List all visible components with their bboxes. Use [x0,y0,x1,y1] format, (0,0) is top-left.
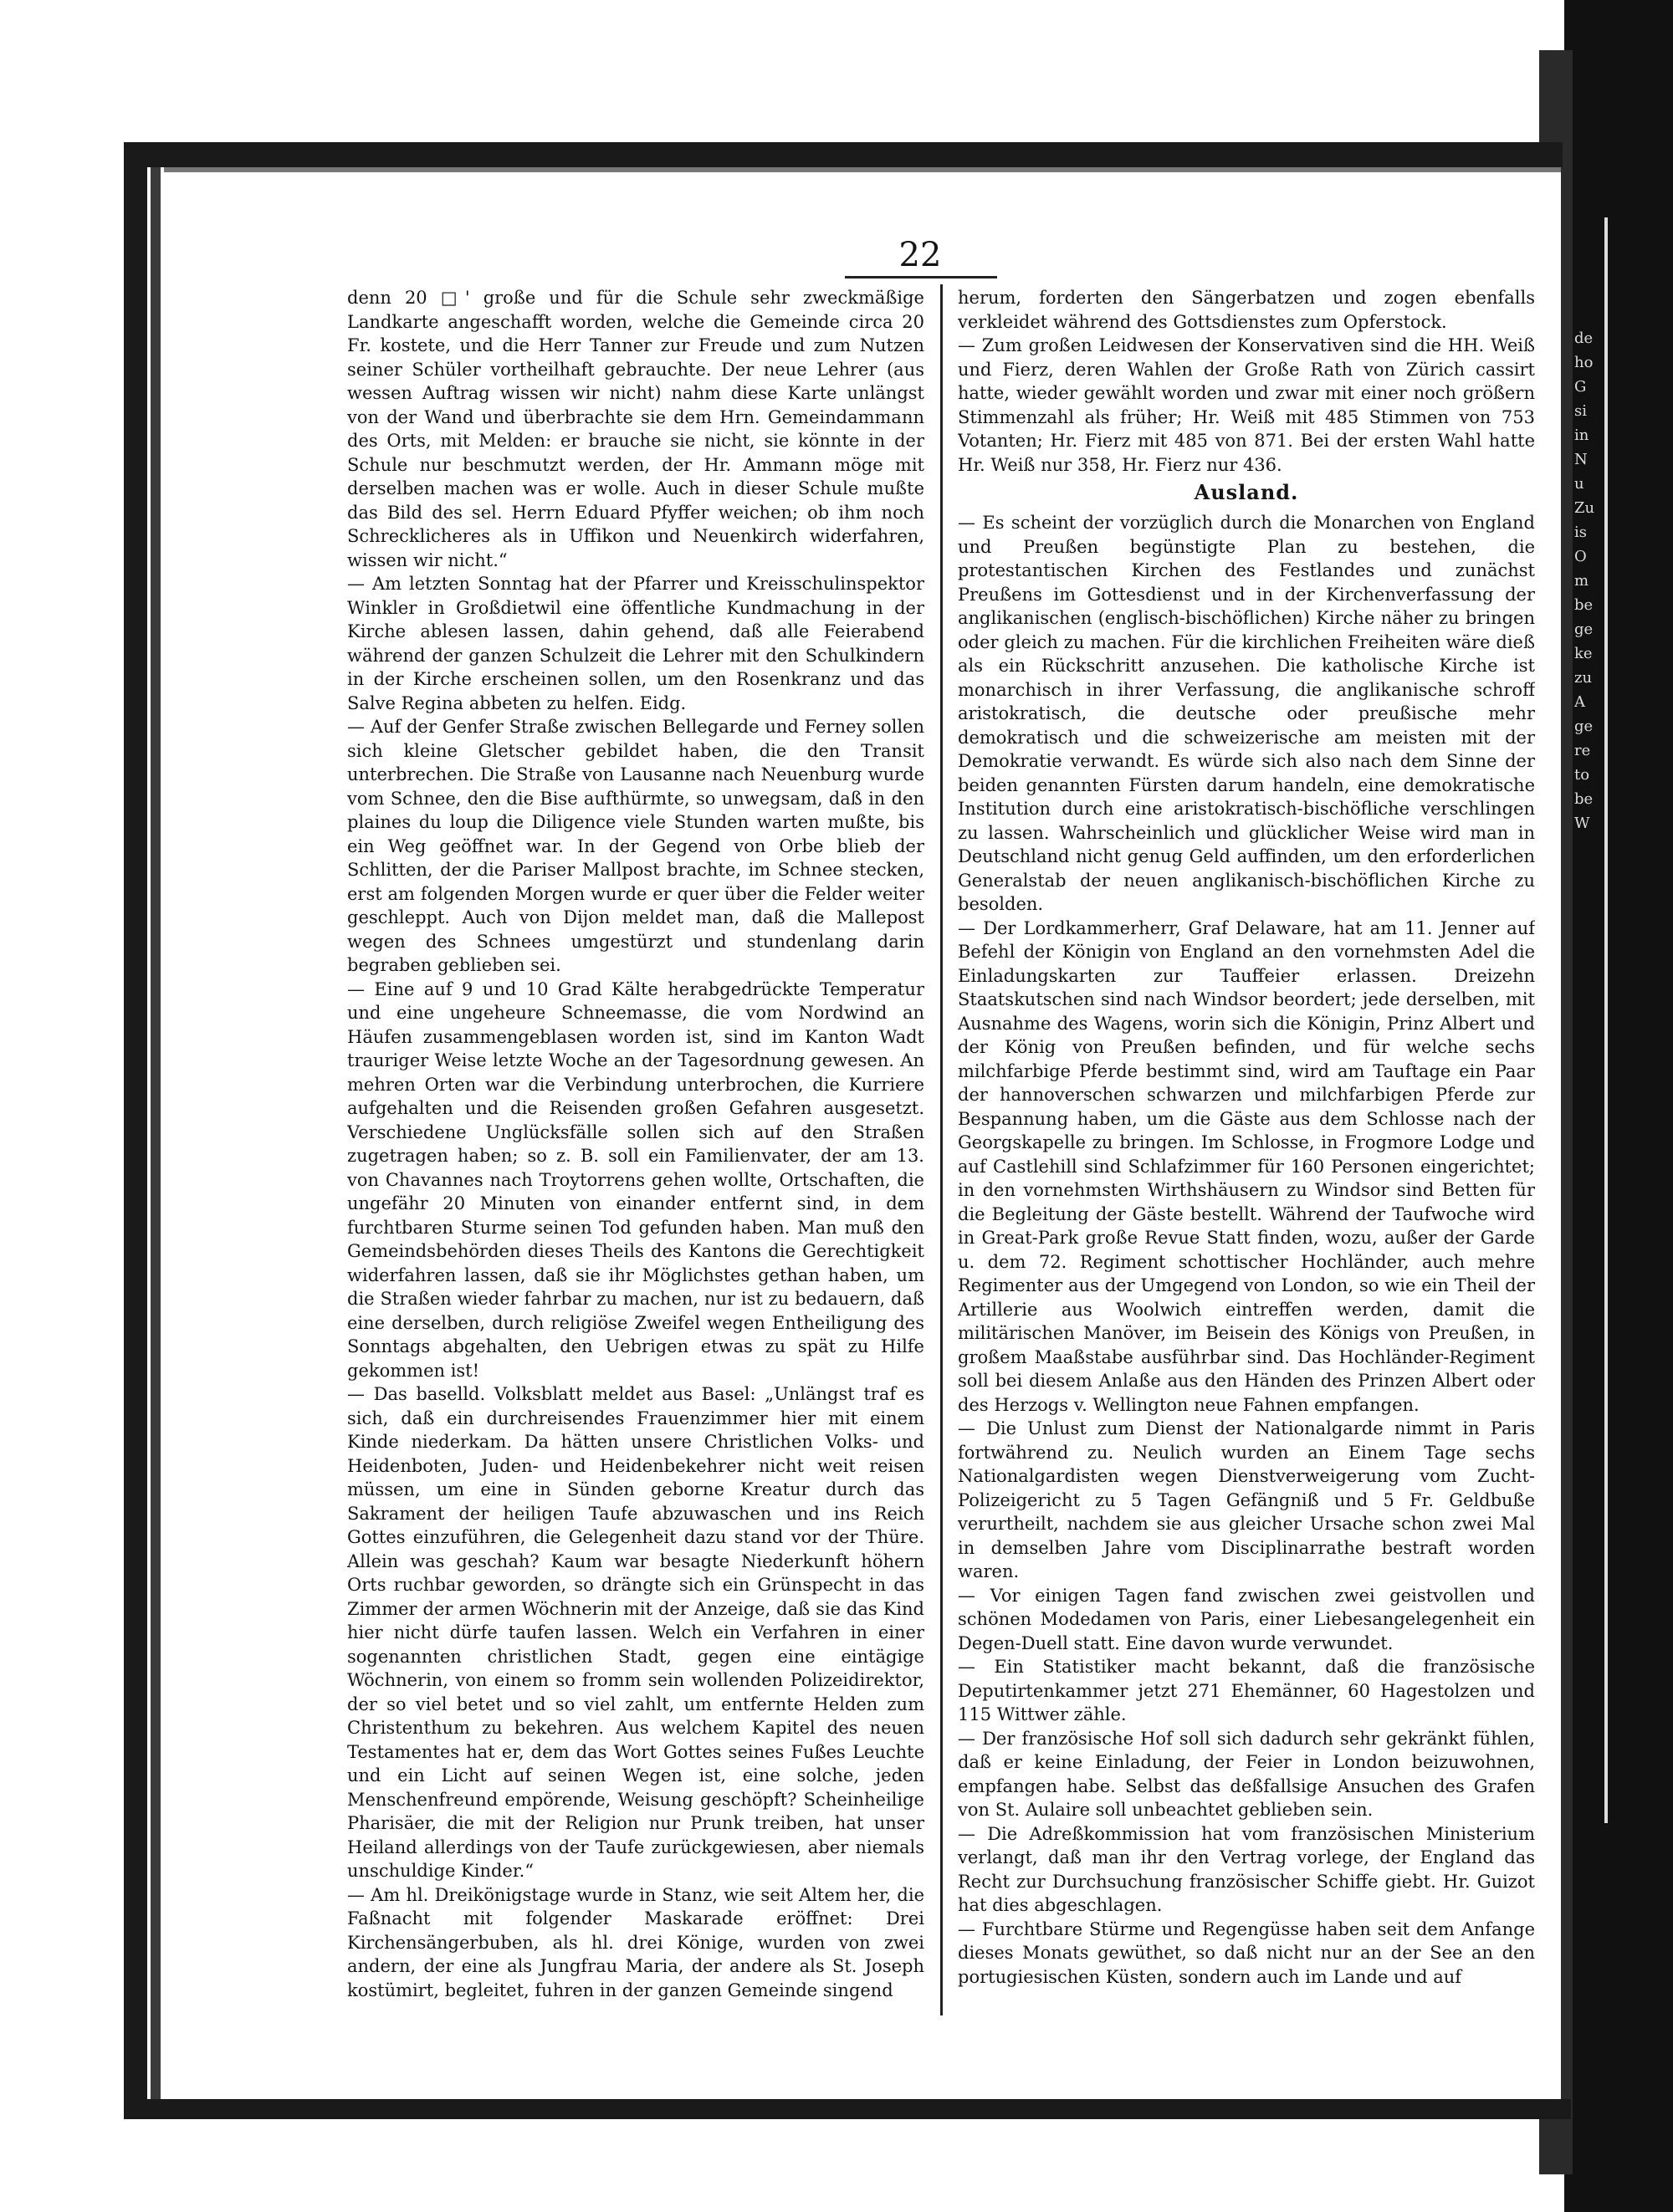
next-page-edge-text [1574,326,1608,835]
edge-text-fragment: ho [1574,354,1594,371]
edge-text-fragment: O [1574,548,1587,565]
edge-text-fragment: ge [1574,718,1594,735]
edge-text-fragment: zu [1574,669,1593,687]
article-paragraph: — Ein Statistiker macht bekannt, daß die französische Deputirtenkammer jetzt 271 Ehemänner, 60 Hagestolzen und 115 Wittwer zähle. [958,1657,1535,1724]
article-paragraph: — Zum großen Leidwesen der Konservativen sind die HH. Weiß und Fierz, deren Wahlen der Große Rath von Zürich cassirt hatte, wieder gewählt worden und zwar mit einer noch größern Stimmenzahl als früher; Hr. Weiß mit 485 Stimmen von 753 Votanten; Hr. Fierz mit 485 von 871. Bei der ersten Wahl hatte Hr. Weiß nur 358, Hr. Fierz nur 436. [958,335,1535,475]
edge-text-fragment: in [1574,427,1589,444]
article-paragraph: — Vor einigen Tagen fand zwischen zwei geistvollen und schönen Modedamen von Paris, einer Liebesangelegenheit ein Degen-Duell statt. Eine davon wurde verwundet. [958,1585,1535,1653]
article-paragraph: — Es scheint der vorzüglich durch die Monarchen von England und Preußen begünstigte Plan zu bestehen, die protestantischen Kirchen des Festlandes und zunächst Preußens im Gottesdienst und in der Kirchenverfassung der anglikanischen (englisch-bischöflichen) Kirche näher zu bringen oder gleich zu machen. Für die kirchlichen Freiheiten wäre dieß als ein Rückschritt anzusehen. Die katholische Kirche ist monarchisch in ihrer Verfassung, die anglikanische schroff aristokratisch, die deutsche oder preußische mehr demokratisch und die schweizerische am meisten mit der Demokratie verwandt. Es würde sich also nach dem Sinne der beiden genannten Fürsten darum handeln, eine demokratische Institution durch eine aristokratisch-bischöfliche verschlingen zu lassen. Wahrscheinlich und glücklicher Weise wird man in Deutschland nicht genug Geld auffinden, um den erforderlichen Generalstab der neuen anglikanisch-bischöflichen Kirche zu besolden. [958,513,1535,914]
article-paragraph: — Der Lordkammerherr, Graf Delaware, hat am 11. Jenner auf Befehl der Königin von England an den vornehmsten Adel die Einladungskarten zur Tauffeier erlassen. Dreizehn Staatskutschen sind nach Windsor beordert; jede derselben, mit Ausnahme des Wagens, worin sich die Königin, Prinz Albert und der König von Preußen befinden, und für welche sechs milchfarbige Pferde bestimmt sind, wird am Tauftage ein Paar der hannoverschen schwarzen und milchfarbigen Pferde zur Bespannung haben, um die Gäste aus dem Schlosse nach der Georgskapelle zu bringen. Im Schlosse, in Frogmore Lodge und auf Castlehill sind Schlafzimmer für 160 Personen eingerichtet; in den vornehmsten Wirthshäusern zu Windsor sind Betten für die Begleitung der Gäste bestellt. Während der Taufwoche wird in Great-Park große Revue Statt finden, wozu, außer der Garde u. dem 72. Regiment schottischer Hochländer, auch mehre Regimenter aus der Umgegend von London, so wie ein Theil der Artillerie aus Woolwich eintreffen werden, damit die militärischen Manöver, im Beisein des Königs von Preußen, in großem Maaßstabe ausführbar sind. Das Hochländer-Regiment soll bei diesem Anlaße aus den Händen des Prinzen Albert oder des Herzogs v. Wellington neue Fahnen empfangen. [958,917,1535,1415]
page-number-rule [845,276,997,278]
edge-text-fragment: is [1574,524,1587,541]
left-column [347,286,924,2009]
article-paragraph: herum, forderten den Sängerbatzen und zogen ebenfalls verkleidet während des Gottsdienstes zum Opferstock. [958,288,1535,332]
edge-text-fragment: A [1574,693,1585,711]
column-divider [940,284,943,2015]
article-paragraph: — Furchtbare Stürme und Regengüsse haben seit dem Anfange dieses Monats gewüthet, so daß nicht nur an der See an den portugiesischen Küsten, sondern auch im Lande und auf [958,1918,1535,1987]
page-number: 22 [898,236,942,274]
article-paragraph: — Die Unlust zum Dienst der Nationalgarde nimmt in Paris fortwährend zu. Neulich wurden an Einem Tage sechs Nationalgardisten wegen Dienstverweigerung vom Zucht-Polizeigericht zu 5 Tagen Gefängniß und 5 Fr. Geldbuße verurtheilt, nachdem sie aus gleicher Ursache schon zwei Mal in demselben Jahre vom Disciplinarrathe bestraft worden waren. [958,1418,1535,1581]
article-paragraph: — Das baselld. Volksblatt meldet aus Basel: „Unlängst traf es sich, daß ein durchreisendes Frauenzimmer hier mit einem Kinde niederkam. Da hätten unsere Christlichen Volks- und Heidenboten, Juden- und Heidenbekehrer nicht weit reisen müssen, um eine in Sünden geborne Kreatur durch das Sakrament der heiligen Taufe abzuwaschen und ins Reich Gottes einzuführen, die Gelegenheit dazu stand vor der Thüre. Allein was geschah? Kaum war besagte Niederkunft höhern Orts ruchbar geworden, so drängte sich ein Grünspecht in das Zimmer der armen Wöchnerin mit der Anzeige, daß sie das Kind hier nicht dürfe taufen lassen. Welch ein Verfahren in einer sogenannten christlichen Stadt, gegen eine eintägige Wöchnerin, von einem so fromm sein wollenden Polizeidirektor, der so viel betet und so viel zahlt, um entfernte Helden zum Christenthum zu bekehren. Aus welchem Kapitel des neuen Testamentes hat er, dem das Wort Gottes seines Fußes Leuchte und ein Licht auf seinen Wegen ist, eine solche, jeden Menschenfreund empörende, Weisung geschöpft? Scheinheilige Pharisäer, die mit der Religion nur Prunk treiben, hat unser Heiland allerdings von der Taufe zurückgewiesen, aber niemals unschuldige Kinder.“ [347,1384,924,1881]
article-paragraph: — Auf der Genfer Straße zwischen Bellegarde und Ferney sollen sich kleine Gletscher gebildet haben, die den Transit unterbrechen. Die Straße von Lausanne nach Neuenburg wurde vom Schnee, den die Bise aufthürmte, so unwegsam, daß in den plaines du loup die Diligence viele Stunden warten mußte, bis ein Weg geöffnet war. In der Gegend von Orbe blieb der Schlitten, der die Pariser Mallpost brachte, im Schnee stecken, erst am folgenden Morgen wurde er quer über die Felder weiter geschleppt. Auch von Dijon meldet man, daß die Mallepost wegen des Schnees umgestürzt und stundenlang darin begraben geblieben sei. [347,717,924,975]
edge-text-fragment: m [1574,572,1589,590]
edge-text-fragment: be [1574,596,1594,614]
right-column [958,286,1535,2009]
article-paragraph: — Am letzten Sonntag hat der Pfarrer und Kreisschulinspektor Winkler in Großdietwil eine öffentliche Kundmachung in der Kirche ablesen lassen, dahin gehend, daß alle Feierabend während der ganzen Schulzeit die Lehrer mit den Schulkindern in der Kirche erscheinen sollen, um den Rosenkranz und das Salve Regina abbeten zu helfen. Eidg. [347,574,924,713]
edge-text-fragment: u [1574,475,1584,493]
scan-border-left-inner [151,167,161,2116]
article-paragraph: — Der französische Hof soll sich dadurch sehr gekränkt fühlen, daß er keine Einladung, der Feier in London beizuwohnen, empfangen habe. Selbst das deßfallsige Ansuchen des Grafen von St. Aulaire soll unbeachtet geblieben sein. [958,1728,1535,1820]
edge-text-fragment: G [1574,378,1587,396]
scan-border-top [124,142,1563,167]
edge-text-fragment: re [1574,742,1591,759]
scan-border-bottom [124,2099,1571,2119]
edge-text-fragment: N [1574,451,1588,468]
article-paragraph: — Am hl. Dreikönigstage wurde in Stanz, wie seit Altem her, die Faßnacht mit folgender Maskarade eröffnet: Drei Kirchensängerbuben, als hl. drei Könige, wurden von zwei andern, der eine als Jungfrau Maria, der andere als St. Joseph kostümirt, begleitet, fuhren in der ganzen Gemeinde singend [347,1884,924,2000]
edge-text-fragment: be [1574,790,1594,808]
edge-text-fragment: Zu [1574,499,1595,517]
edge-text-fragment: W [1574,815,1590,832]
article-paragraph: — Eine auf 9 und 10 Grad Kälte herabgedrückte Temperatur und eine ungeheure Schneemasse, die vom Nordwind an Häufen zusammengeblasen worden ist, sind im Kanton Wadt trauriger Weise letzte Woche an der Tagesordnung gewesen. An mehren Orten war die Verbindung unterbrochen, die Kurriere aufgehalten und die Reisenden großen Gefahren ausgesetzt. Verschiedene Unglücksfälle sollen sich auf den Straßen zugetragen haben; so z. B. soll ein Familienvater, der am 13. von Chavannes nach Troytorrens gehen wollte, Ortschaften, die ungefähr 20 Minuten von einander entfernt sind, in dem furchtbaren Sturme seinen Tod gefunden haben. Man muß den Gemeindsbehörden dieses Theils des Kantons die Gerechtigkeit widerfahren lassen, daß sie ihr Möglichstes gethan haben, um die Straßen wieder fahrbar zu machen, nur ist zu bedauern, daß eine derselben, durch religiöse Zweifel wegen Entheiligung des Sonntags abgehalten, den Uebrigen etwas zu spät zu Hilfe gekommen ist! [347,978,924,1381]
edge-text-fragment: ke [1574,645,1593,662]
edge-text-fragment: si [1574,402,1587,420]
article-paragraph: — Die Adreßkommission hat vom französischen Ministerium verlangt, daß man ihr den Vertrag vorlege, der England das Recht zur Durchsuchung französischer Schiffe giebt. Hr. Guizot hat dies abgeschlagen. [958,1823,1535,1915]
article-paragraph: denn 20 □' große und für die Schule sehr zweckmäßige Landkarte angeschafft worden, welche die Gemeinde circa 20 Fr. kostete, und die Herr Tanner zur Freude und zum Nutzen seiner Schüler vortheilhaft gebrauchte. Der neue Lehrer (aus wessen Auftrag wissen wir nicht) nahm diese Karte unlängst von der Wand und überbrachte sie dem Hrn. Gemeindammann des Orts, mit Melden: er brauche sie nicht, sie könnte in der Schule nur beschmutzt werden, der Hr. Ammann möge mit derselben machen was er wolle. Auch in dieser Schule mußte das Bild des sel. Herrn Eduard Pfyffer weichen; ob ihm noch Schrecklicheres als in Uffikon und Neuenkirch widerfahren, wissen wir nicht.“ [347,288,924,570]
scan-border-left [124,142,147,2116]
edge-text-fragment: ge [1574,621,1594,638]
edge-text-fragment: to [1574,766,1590,784]
page-top-shadow [164,167,1561,172]
edge-text-fragment: de [1574,330,1594,347]
section-heading: Ausland. [1194,480,1299,504]
